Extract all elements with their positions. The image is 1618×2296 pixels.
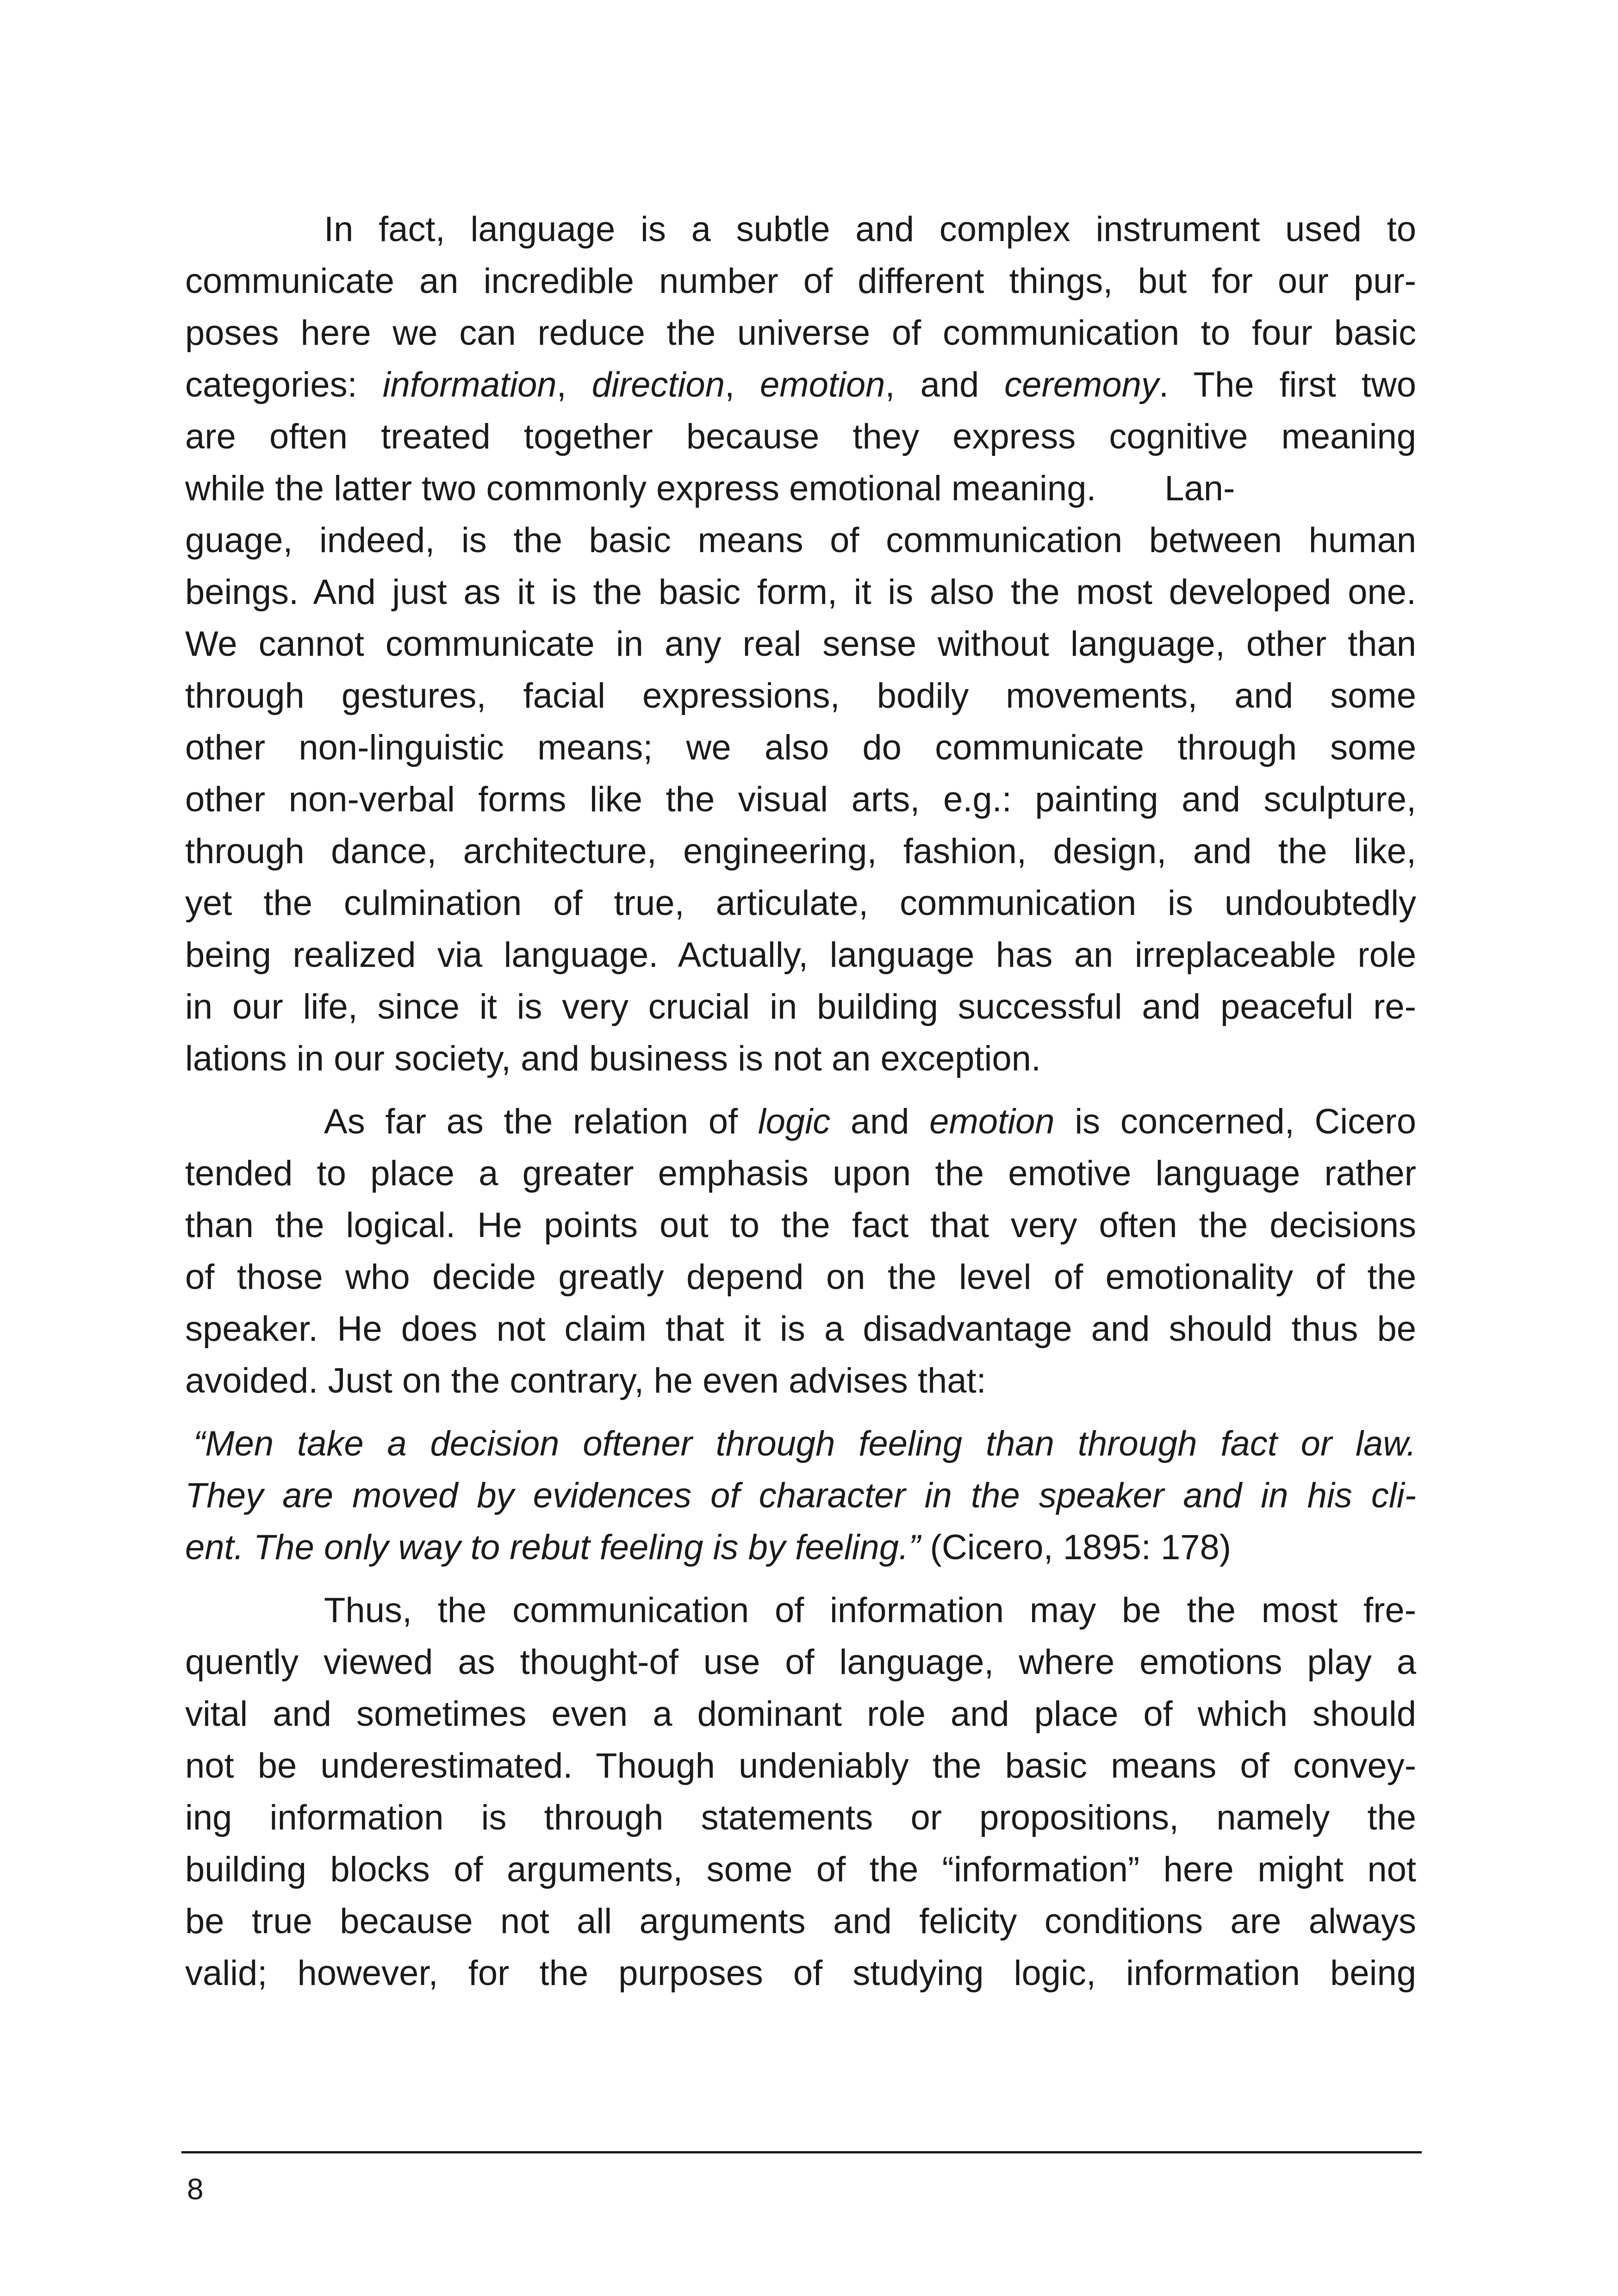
- quote-text: ent. The only way to rebut feeling is by feeling.”: [185, 1528, 921, 1567]
- text-line: In fact, language is a subtle and complex instrument used to: [324, 210, 1416, 249]
- text-line: building blocks of arguments, some of the “information” here might not: [185, 1850, 1416, 1889]
- paragraph-gap: [185, 1574, 1416, 1585]
- text-line: quently viewed as thought-of use of language, where emotions play a: [185, 1643, 1416, 1682]
- page-number: 8: [187, 2172, 204, 2206]
- text-line: be true because not all arguments and felicity conditions are always: [185, 1902, 1416, 1941]
- text-line: poses here we can reduce the universe of communication to four basic: [185, 313, 1416, 353]
- footer-divider: [181, 2151, 1422, 2153]
- quote-line: [185, 1522, 1416, 1574]
- text-line: yet the culmination of true, articulate, communication is undoubtedly: [185, 884, 1416, 923]
- quote-line: “Men take a decision oftener through feeling than through fact or law.: [193, 1424, 1416, 1463]
- text-line: of those who decide greatly depend on the level of emotionality of the: [185, 1257, 1416, 1297]
- text-run: , and: [885, 365, 1005, 404]
- italic-term: logic: [758, 1102, 831, 1141]
- citation: (Cicero, 1895: 178): [920, 1528, 1232, 1567]
- text-run: . The first two: [1158, 365, 1417, 404]
- text-run: As far as the relation of: [324, 1102, 758, 1141]
- text-line: through gestures, facial expressions, bodily movements, and some: [185, 676, 1416, 716]
- body-text: [185, 204, 1416, 1999]
- text-line: beings. And just as it is the basic form, it is also the most developed one.: [185, 572, 1416, 612]
- text-line: other non-verbal forms like the visual arts, e.g.: painting and sculpture,: [185, 780, 1416, 819]
- paragraph: [185, 1096, 1416, 1407]
- text-line: We cannot communicate in any real sense without language, other than: [185, 624, 1416, 664]
- text-line: [185, 1096, 1416, 1148]
- text-run: ,: [724, 365, 760, 404]
- text-line: ing information is through statements or propositions, namely the: [185, 1798, 1416, 1837]
- text-line: valid; however, for the purposes of studying logic, information being: [185, 1954, 1416, 1993]
- italic-term: information: [382, 365, 557, 404]
- italic-term: direction: [591, 365, 725, 404]
- text-line: while the latter two commonly express emotional meaning. Lan-: [185, 469, 1235, 508]
- quote-line: They are moved by evidences of character in the speaker and in his cli-: [185, 1476, 1416, 1515]
- text-line: than the logical. He points out to the fact that very often the decisions: [185, 1206, 1416, 1245]
- text-run: is concerned, Cicero: [1054, 1102, 1416, 1141]
- paragraph-gap: [185, 1085, 1416, 1096]
- text-line: speaker. He does not claim that it is a disadvantage and should thus be: [185, 1309, 1416, 1349]
- paragraph-gap: [185, 1407, 1416, 1418]
- text-line: in our life, since it is very crucial in building successful and peaceful re-: [185, 987, 1416, 1027]
- text-line: through dance, architecture, engineering, fashion, design, and the like,: [185, 832, 1416, 871]
- block-quote: [185, 1418, 1416, 1574]
- text-line: guage, indeed, is the basic means of communication between human: [185, 521, 1416, 560]
- text-run: and: [830, 1102, 930, 1141]
- text-run: categories:: [185, 365, 383, 404]
- text-line: lations in our society, and business is not an exception.: [185, 1039, 1041, 1078]
- text-line: Thus, the communication of information may be the most fre-: [324, 1591, 1416, 1630]
- text-run: ,: [556, 365, 592, 404]
- paragraph: [185, 1585, 1416, 1999]
- text-line: other non-linguistic means; we also do communicate through some: [185, 728, 1416, 767]
- paragraph: [185, 204, 1416, 1085]
- text-line: not be underestimated. Though undeniably the basic means of convey-: [185, 1746, 1416, 1786]
- text-line: avoided. Just on the contrary, he even advises that:: [185, 1361, 986, 1400]
- text-line: are often treated together because they express cognitive meaning: [185, 417, 1416, 456]
- text-line: communicate an incredible number of different things, but for our pur-: [185, 261, 1416, 301]
- italic-term: emotion: [760, 365, 885, 404]
- text-line: being realized via language. Actually, language has an irreplaceable role: [185, 935, 1416, 975]
- italic-term: emotion: [929, 1102, 1055, 1141]
- text-line: [185, 359, 1416, 411]
- text-line: tended to place a greater emphasis upon the emotive language rather: [185, 1154, 1416, 1193]
- text-line: vital and sometimes even a dominant role and place of which should: [185, 1694, 1416, 1734]
- italic-term: ceremony: [1004, 365, 1159, 404]
